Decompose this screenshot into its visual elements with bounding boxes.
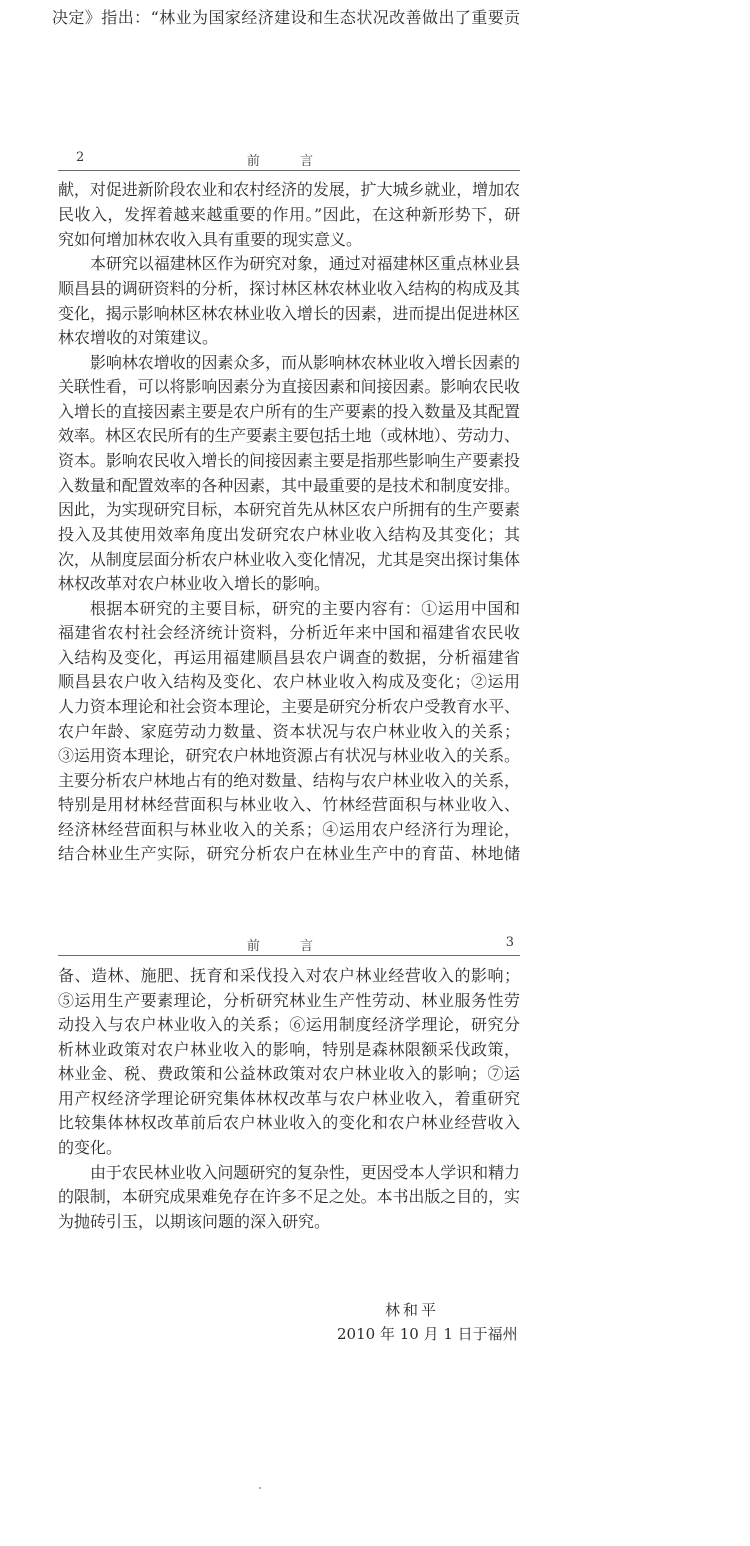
text-line: 人力资本理论和社会资本理论，主要是研究分析农户受教育水平、 bbox=[58, 697, 520, 716]
text-line: 因此，为实现研究目标，本研究首先从林区农户所拥有的生产要素 bbox=[58, 500, 520, 519]
text-line: 资本。影响农民收入增长的间接因素主要是指那些影响生产要素投 bbox=[58, 451, 520, 470]
text-line: 入结构及变化，再运用福建顺昌县农户调查的数据，分析福建省 bbox=[58, 648, 521, 667]
page-number: 2 bbox=[76, 150, 85, 165]
text-line: 经济林经营面积与林业收入的关系；④运用农户经济行为理论， bbox=[58, 820, 521, 839]
text-line: 次，从制度层面分析农户林业收入变化情况，尤其是突出探讨集体 bbox=[58, 550, 520, 569]
text-line: 林业金、税、费政策和公益林政策对农户林业收入的影响；⑦运 bbox=[58, 1064, 521, 1083]
text-line: 本研究以福建林区作为研究对象，通过对福建林区重点林业县 bbox=[90, 254, 520, 273]
text-line: 农户年龄、家庭劳动力数量、资本状况与农户林业收入的关系； bbox=[58, 722, 521, 741]
text-line: 主要分析农户林地占有的绝对数量、结构与农户林业收入的关系， bbox=[58, 771, 520, 790]
text-line: 入增长的直接因素主要是农户所有的生产要素的投入数量及其配置 bbox=[58, 402, 520, 421]
text-line: 为抛砖引玉，以期该问题的深入研究。 bbox=[58, 1212, 331, 1231]
page-3-header bbox=[58, 933, 520, 956]
text-line: 投入及其使用效率角度出发研究农户林业收入结构及其变化；其 bbox=[58, 525, 521, 544]
text-line: 顺昌县农户收入结构及变化、农户林业收入构成及变化；②运用 bbox=[58, 672, 521, 691]
text-line: 的限制，本研究成果难免存在许多不足之处。本书出版之目的，实 bbox=[58, 1187, 520, 1206]
text-line: 特别是用材林经营面积与林业收入、竹林经营面积与林业收入、 bbox=[58, 795, 521, 814]
text-line: 顺昌县的调研资料的分析，探讨林区林农林业收入结构的构成及其 bbox=[58, 279, 520, 298]
signature-date: 2010 年 10 月 1 日于福州 bbox=[337, 1325, 518, 1343]
page-number: 3 bbox=[505, 935, 514, 950]
text-line: 效率。林区农民所有的生产要素主要包括土地（或林地）、劳动力、 bbox=[58, 426, 520, 445]
text-line: 究如何增加林农收入具有重要的现实意义。 bbox=[58, 230, 363, 249]
text-line: 由于农民林业收入问题研究的复杂性，更因受本人学识和精力 bbox=[90, 1163, 520, 1182]
text-line: 林权改革对农户林业收入增长的影响。 bbox=[58, 574, 331, 593]
text-line: 动投入与农户林业收入的关系；⑥运用制度经济学理论，研究分 bbox=[58, 1015, 521, 1034]
text-line: 献，对促进新阶段农业和农村经济的发展，扩大城乡就业，增加农 bbox=[58, 180, 520, 199]
page-2-header bbox=[58, 148, 520, 171]
text-line: 比较集体林权改革前后农户林业收入的变化和农户林业经营收入 bbox=[58, 1113, 521, 1132]
text-line: 变化，揭示影响林区林农林业收入增长的因素，进而提出促进林区 bbox=[58, 304, 520, 323]
text-line: ③运用资本理论，研究农户林地资源占有状况与林业收入的关系。 bbox=[58, 746, 520, 765]
text-line: 关联性看，可以将影响因素分为直接因素和间接因素。影响农民收 bbox=[58, 377, 520, 396]
running-title: 前 言 bbox=[246, 154, 332, 169]
text-line: ⑤运用生产要素理论，分析研究林业生产性劳动、林业服务性劳 bbox=[58, 991, 521, 1010]
text-line: 的变化。 bbox=[58, 1138, 123, 1157]
top-fragment-line: 决定》指出：“林业为国家经济建设和生态状况改善做出了重要贡 bbox=[52, 8, 521, 27]
text-line: 林农增收的对策建议。 bbox=[58, 328, 219, 347]
text-line: 入数量和配置效率的各种因素，其中最重要的是技术和制度安排。 bbox=[58, 476, 520, 495]
text-line: 根据本研究的主要目标，研究的主要内容有：①运用中国和 bbox=[90, 599, 521, 618]
running-title: 前 言 bbox=[246, 939, 332, 954]
text-line: 民收入，发挥着越来越重要的作用。”因此，在这种新形势下，研 bbox=[58, 205, 521, 224]
text-line: 影响林农增收的因素众多，而从影响林农林业收入增长因素的 bbox=[90, 353, 520, 372]
text-line: 福建省农村社会经济统计资料，分析近年来中国和福建省农民收 bbox=[58, 623, 521, 642]
text-line: 析林业政策对农户林业收入的影响，特别是森林限额采伐政策， bbox=[58, 1040, 521, 1059]
text-line: 备、造林、施肥、抚育和采伐投入对农户林业经营收入的影响； bbox=[58, 966, 521, 985]
scan-speck bbox=[259, 1487, 261, 1489]
text-line: 结合林业生产实际，研究分析农户在林业生产中的育苗、林地储 bbox=[58, 844, 521, 863]
text-line: 用产权经济学理论研究集体林权改革与农户林业收入，着重研究 bbox=[58, 1089, 521, 1108]
signature-name: 林和平 bbox=[385, 1301, 440, 1319]
